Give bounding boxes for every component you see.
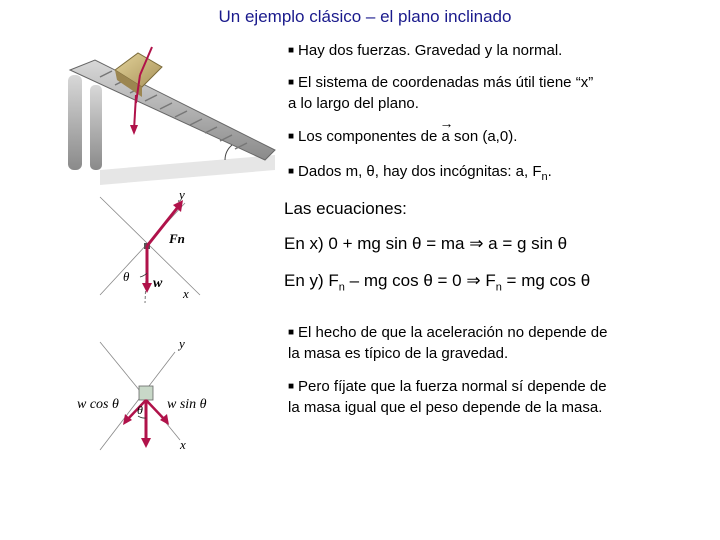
square-bullet-icon: ■	[288, 381, 295, 392]
w-cos-label: w cos θ	[77, 397, 119, 412]
bullet-coordinates	[288, 73, 708, 113]
bullet-components	[288, 115, 708, 148]
w-sin-label: w sin θ	[167, 397, 207, 412]
inclined-ramp-illustration	[60, 35, 280, 195]
eq-part: = mg cos θ	[501, 271, 591, 290]
bullet-text: Hay dos fuerzas. Gravedad y la normal.	[298, 42, 563, 59]
bullet-text: El hecho de que la aceleración no depende de	[298, 324, 608, 341]
square-bullet-icon: ■	[288, 327, 295, 338]
bullet-text: la masa igual que el peso depende de la masa.	[288, 399, 603, 416]
weight-label: w	[153, 276, 163, 291]
weight-components-diagram	[75, 336, 225, 455]
free-body-diagram-1	[95, 185, 215, 305]
normal-force-label: Fn	[169, 231, 185, 246]
theta-label: θ	[123, 269, 130, 284]
page-title: Un ejemplo clásico – el plano inclinado	[218, 7, 512, 26]
vector-a-letter: a	[441, 128, 450, 145]
square-bullet-icon: ■	[288, 166, 295, 177]
axis-y-label: y	[179, 187, 185, 202]
vector-arrow-icon: →	[439, 115, 454, 131]
bullet-normal-force	[288, 377, 708, 417]
bullet-text: Los componentes de	[298, 128, 442, 145]
equation-y	[284, 271, 590, 293]
vector-a	[439, 115, 454, 145]
axis-y-label: y	[179, 336, 185, 351]
axis-x-label: x	[180, 437, 186, 452]
bullet-text: Dados m, θ, hay dos incógnitas: a, F	[298, 163, 542, 180]
bullet-text: Pero fíjate que la fuerza normal sí depende de	[298, 378, 607, 395]
bullet-text: son (a,0).	[449, 128, 518, 145]
bullet-text: la masa es típico de la gravedad.	[288, 345, 509, 362]
eq-part: – mg cos θ = 0 ⇒ F	[344, 271, 496, 290]
bullet-text: a lo largo del plano.	[288, 95, 419, 112]
equations-heading: Las ecuaciones:	[284, 199, 407, 218]
bullet-acceleration	[288, 323, 708, 363]
bullet-text: El sistema de coordenadas más útil tiene “x”	[298, 74, 594, 91]
bullet-forces	[288, 41, 708, 62]
axis-x-label: x	[183, 286, 189, 301]
bullet-text: .	[547, 163, 552, 180]
eq-part: En y) F	[284, 271, 339, 290]
subscript: n	[338, 281, 345, 294]
theta-label: θ	[137, 403, 143, 417]
bullet-unknowns	[288, 162, 708, 187]
square-bullet-icon: ■	[288, 131, 295, 142]
subscript: n	[541, 171, 548, 183]
square-bullet-icon: ■	[288, 45, 295, 56]
subscript: n	[495, 281, 502, 294]
equation-x: En x) 0 + mg sin θ = ma ⇒ a = g sin θ	[284, 234, 568, 253]
square-bullet-icon: ■	[288, 77, 295, 88]
